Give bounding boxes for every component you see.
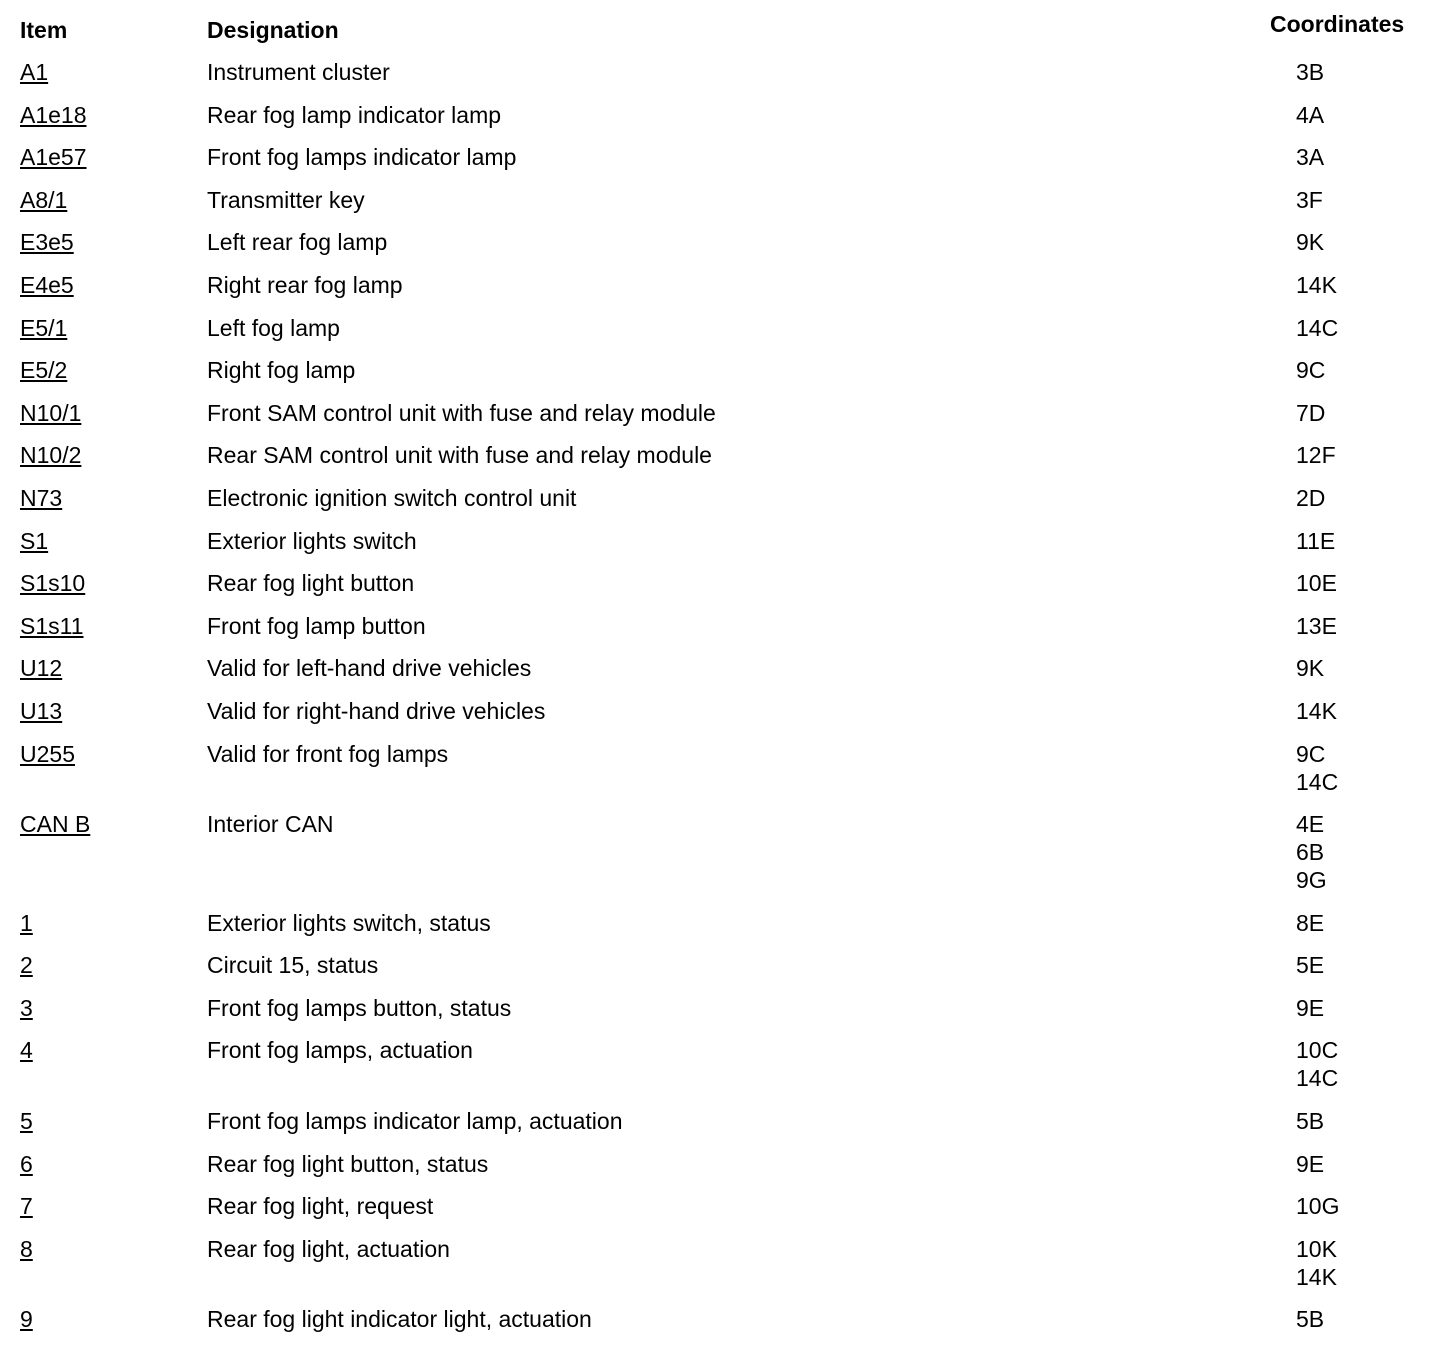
coordinate-value: 10G: [1296, 1193, 1340, 1220]
coordinate-value: 3F: [1296, 186, 1323, 213]
coordinates-cell: [1296, 1235, 1456, 1291]
item-link[interactable]: 8: [20, 1235, 33, 1262]
coordinate-value: 5E: [1296, 952, 1325, 979]
coordinates-cell: [1296, 101, 1456, 129]
table-row: [0, 101, 1456, 144]
coordinates-cell: [1296, 1192, 1456, 1220]
designation-cell: Interior CAN: [207, 811, 334, 838]
coordinates-cell: [1296, 697, 1456, 725]
table-row: [0, 527, 1456, 570]
designation-cell: Right fog lamp: [207, 357, 356, 384]
item-link[interactable]: 7: [20, 1193, 33, 1220]
coordinates-cell: [1296, 612, 1456, 640]
coordinate-value: 11E: [1296, 527, 1336, 554]
coordinates-cell: [1296, 527, 1456, 555]
coordinates-cell: [1296, 1305, 1456, 1333]
coordinates-cell: [1296, 1107, 1456, 1135]
coordinates-cell: [1296, 314, 1456, 342]
coordinates-cell: [1296, 58, 1456, 86]
coordinate-value: 6B: [1296, 839, 1325, 866]
table-row: [0, 1235, 1456, 1306]
designation-cell: Exterior lights switch, status: [207, 909, 491, 936]
item-link[interactable]: CAN B: [20, 811, 91, 838]
coordinate-value: 5B: [1296, 1108, 1325, 1135]
coordinate-value: 2D: [1296, 484, 1326, 511]
item-link[interactable]: N10/1: [20, 399, 82, 426]
coordinate-value: 10K: [1296, 1235, 1337, 1262]
table-row: [0, 441, 1456, 484]
item-link[interactable]: S1: [20, 527, 49, 554]
coordinate-value: 9K: [1296, 229, 1325, 256]
item-link[interactable]: A1e57: [20, 144, 87, 171]
designation-cell: Left fog lamp: [207, 314, 340, 341]
table-row: [0, 399, 1456, 442]
table-row: [0, 569, 1456, 612]
table-row: [0, 143, 1456, 186]
coordinates-cell: [1296, 143, 1456, 171]
item-link[interactable]: N10/2: [20, 442, 82, 469]
coordinates-cell: [1296, 810, 1456, 894]
table-row: [0, 909, 1456, 952]
item-link[interactable]: N73: [20, 484, 63, 511]
item-link[interactable]: U255: [20, 740, 75, 767]
table-row: [0, 1150, 1456, 1193]
coordinates-cell: [1296, 228, 1456, 256]
designation-cell: Valid for front fog lamps: [207, 740, 449, 767]
coordinates-cell: [1296, 271, 1456, 299]
table-row: [0, 697, 1456, 740]
item-link[interactable]: 5: [20, 1108, 33, 1135]
coordinate-value: 5B: [1296, 1306, 1325, 1333]
coordinate-value: 14K: [1296, 271, 1337, 298]
item-link[interactable]: S1s11: [20, 612, 84, 639]
coordinate-value: 9E: [1296, 994, 1325, 1021]
coordinate-value: 13E: [1296, 612, 1337, 639]
header-item: Item: [20, 17, 68, 43]
table-row: [0, 356, 1456, 399]
table-row: [0, 654, 1456, 697]
coordinates-cell: [1296, 186, 1456, 214]
coordinate-value: 14K: [1296, 1263, 1337, 1290]
table-row: [0, 994, 1456, 1037]
table-row: [0, 484, 1456, 527]
header-designation: Designation: [207, 17, 339, 43]
designation-cell: Front fog lamps indicator lamp, actuation: [207, 1108, 623, 1135]
table-row: [0, 951, 1456, 994]
coordinate-value: 14K: [1296, 697, 1337, 724]
table-row: [0, 314, 1456, 357]
item-link[interactable]: E4e5: [20, 271, 74, 298]
coordinate-value: 7D: [1296, 399, 1326, 426]
item-link[interactable]: 1: [20, 909, 33, 936]
item-link[interactable]: 6: [20, 1150, 33, 1177]
table-row: [0, 271, 1456, 314]
designation-cell: Transmitter key: [207, 186, 365, 213]
coordinate-value: 14C: [1296, 314, 1339, 341]
designation-cell: Instrument cluster: [207, 59, 390, 85]
designation-cell: Right rear fog lamp: [207, 271, 403, 298]
coordinate-value: 10C: [1296, 1037, 1339, 1064]
item-link[interactable]: A1: [20, 59, 49, 85]
designation-cell: Valid for right-hand drive vehicles: [207, 697, 546, 724]
table-header: [0, 0, 1456, 58]
coordinates-cell: [1296, 356, 1456, 384]
table-row: [0, 740, 1456, 811]
designation-cell: Front fog lamps button, status: [207, 994, 512, 1021]
table-row: [0, 1036, 1456, 1107]
item-link[interactable]: U13: [20, 697, 63, 724]
coordinates-cell: [1296, 654, 1456, 682]
coordinate-value: 9K: [1296, 655, 1325, 682]
item-link[interactable]: S1s10: [20, 570, 86, 597]
coordinate-value: 9E: [1296, 1150, 1325, 1177]
designation-cell: Rear fog lamp indicator lamp: [207, 101, 502, 128]
coordinate-value: 9C: [1296, 357, 1326, 384]
coordinates-cell: [1296, 399, 1456, 427]
coordinate-value: 14C: [1296, 1065, 1339, 1092]
designation-cell: Left rear fog lamp: [207, 229, 388, 256]
item-link[interactable]: U12: [20, 655, 63, 682]
coordinates-cell: [1296, 951, 1456, 979]
coordinates-cell: [1296, 484, 1456, 512]
table-row: [0, 58, 1456, 101]
designation-cell: Rear fog light, request: [207, 1193, 434, 1220]
table-row: [0, 612, 1456, 655]
item-link[interactable]: E3e5: [20, 229, 74, 256]
coordinate-value: 4E: [1296, 811, 1325, 838]
item-link[interactable]: E5/2: [20, 357, 68, 384]
designation-cell: Front fog lamps indicator lamp: [207, 144, 517, 171]
table-row: [0, 1192, 1456, 1235]
designation-cell: Exterior lights switch: [207, 527, 417, 554]
coordinate-value: 9C: [1296, 740, 1326, 767]
header-coordinates: Coordinates: [1270, 11, 1405, 37]
designation-cell: Rear fog light button, status: [207, 1150, 489, 1177]
item-link[interactable]: 2: [20, 952, 33, 979]
coordinate-value: 14C: [1296, 768, 1339, 795]
coordinate-value: 8E: [1296, 909, 1325, 936]
item-link[interactable]: 4: [20, 1037, 33, 1064]
designation-cell: Valid for left-hand drive vehicles: [207, 655, 532, 682]
coordinate-value: 4A: [1296, 101, 1325, 128]
coordinates-cell: [1296, 441, 1456, 469]
designation-cell: Circuit 15, status: [207, 952, 379, 979]
coordinate-value: 3B: [1296, 59, 1325, 85]
coordinate-value: 12F: [1296, 442, 1336, 469]
coordinates-cell: [1296, 1036, 1456, 1092]
item-link[interactable]: 3: [20, 994, 33, 1021]
item-link[interactable]: E5/1: [20, 314, 68, 341]
designation-cell: Front fog lamp button: [207, 612, 426, 639]
designation-cell: Rear fog light button: [207, 570, 415, 597]
coordinates-cell: [1296, 994, 1456, 1022]
item-link[interactable]: A8/1: [20, 186, 68, 213]
designation-cell: Front SAM control unit with fuse and relay module: [207, 399, 716, 426]
table-row: [0, 1107, 1456, 1150]
designation-cell: Front fog lamps, actuation: [207, 1037, 473, 1064]
coordinates-cell: [1296, 569, 1456, 597]
coordinates-cell: [1296, 909, 1456, 937]
table-row: [0, 186, 1456, 229]
item-link[interactable]: A1e18: [20, 101, 87, 128]
coordinate-value: 10E: [1296, 570, 1337, 597]
item-link[interactable]: 9: [20, 1306, 33, 1333]
coordinate-value: 3A: [1296, 144, 1325, 171]
designation-cell: Rear SAM control unit with fuse and relay module: [207, 442, 712, 469]
designation-cell: Rear fog light, actuation: [207, 1235, 450, 1262]
table-body: [0, 58, 1456, 1348]
table-row: [0, 1305, 1456, 1348]
coordinates-cell: [1296, 740, 1456, 796]
table-row: [0, 810, 1456, 909]
table-row: [0, 228, 1456, 271]
designation-cell: Rear fog light indicator light, actuation: [207, 1306, 592, 1333]
designation-cell: Electronic ignition switch control unit: [207, 484, 577, 511]
coordinates-cell: [1296, 1150, 1456, 1178]
coordinate-value: 9G: [1296, 867, 1327, 894]
